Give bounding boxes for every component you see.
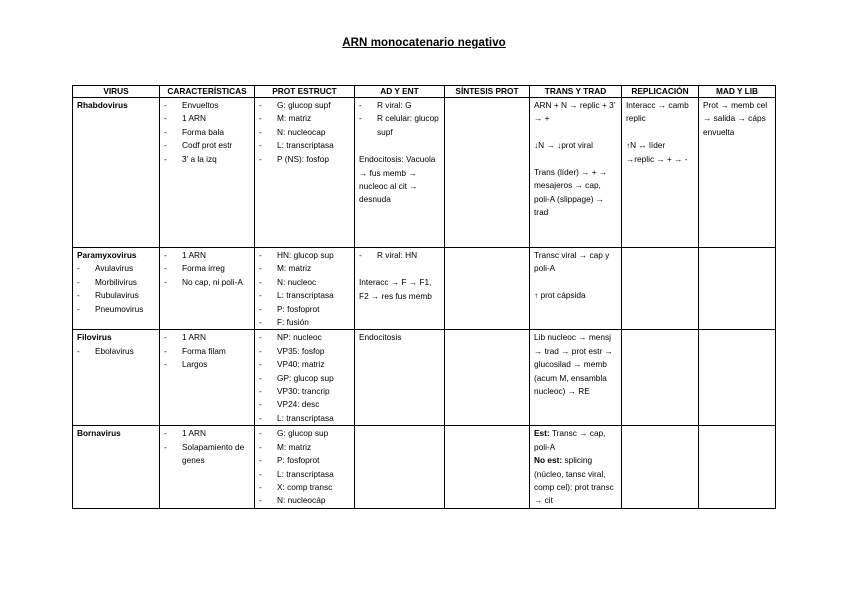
list-item: - N: nucleoc — [259, 276, 352, 289]
replic-cell — [622, 98, 699, 248]
mad-cell — [699, 426, 776, 508]
caract-cell — [160, 248, 255, 330]
ad-cell — [355, 426, 445, 508]
mad-cell — [699, 330, 776, 426]
sintesis-text — [445, 98, 529, 99]
header-virus: VIRUS — [73, 86, 160, 98]
subtype-item: - Morbilivirus — [77, 276, 157, 289]
list-item: - 1 ARN — [164, 427, 252, 440]
caract-cell — [160, 98, 255, 248]
virus-cell — [73, 426, 160, 508]
list-item: - Forma irreg — [164, 262, 252, 275]
list-item: - 1 ARN — [164, 249, 252, 262]
header-trans-y-trad: TRANS Y TRAD — [530, 86, 622, 98]
sintesis-text — [445, 426, 529, 427]
list-item: - Envueltos — [164, 99, 252, 112]
prot-cell — [255, 330, 355, 426]
table-row — [73, 248, 776, 330]
list-item: - R viral: G — [359, 99, 442, 112]
prot-cell — [255, 248, 355, 330]
virus-name: Paramyxovirus — [77, 250, 137, 260]
mad-text — [699, 330, 775, 331]
header-sintesis-prot: SÍNTESIS PROT — [445, 86, 530, 98]
sintesis-cell — [445, 330, 530, 426]
document-title: ARN monocatenario negativo — [342, 37, 506, 49]
table-row — [73, 330, 776, 426]
ad-text: Endocitosis — [359, 332, 402, 343]
ad-cell — [355, 248, 445, 330]
virus-name: Bornavirus — [77, 428, 121, 439]
trans-cell — [530, 426, 622, 508]
header-ad-y-ent: AD Y ENT — [355, 86, 445, 98]
replic-text: Interacc → camb replic ↑N ↔ líder →replic → + → - — [626, 100, 689, 164]
replic-text — [622, 426, 698, 427]
list-item: - Solapamiento de genes — [164, 441, 252, 468]
list-item: - VP35: fosfop — [259, 345, 352, 358]
list-item: - N: nucleocáp — [259, 494, 352, 507]
sintesis-text — [445, 248, 529, 249]
list-item: - L: transcriptasa — [259, 289, 352, 302]
mad-text: Prot → memb cel → salida → cáps envuelta — [703, 100, 768, 137]
header-row — [73, 86, 776, 98]
list-item: - F: fusión — [259, 316, 352, 329]
list-item: - M: matriz — [259, 112, 352, 125]
header-mad-y-lib: MAD Y LIB — [699, 86, 776, 98]
subtype-item: - Rubulavirus — [77, 289, 157, 302]
virus-cell — [73, 98, 160, 248]
virus-cell — [73, 330, 160, 426]
mad-cell — [699, 98, 776, 248]
mad-cell — [699, 248, 776, 330]
table-row — [73, 98, 776, 248]
ad-text — [355, 426, 444, 427]
list-item: - 1 ARN — [164, 112, 252, 125]
trans-est-text: Transc → cap, poli-A — [534, 428, 606, 452]
trans-cell — [530, 248, 622, 330]
trans-text — [530, 426, 621, 507]
list-item: - P (NS): fosfop — [259, 153, 352, 166]
trans-cell — [530, 98, 622, 248]
list-item: - L: transcriptasa — [259, 412, 352, 425]
ad-text: Endocitosis: Vacuola → fus memb → nucleoc al cit → desnuda — [359, 154, 436, 205]
list-item: - M: matriz — [259, 262, 352, 275]
table-row — [73, 426, 776, 508]
list-item: - R viral: HN — [359, 249, 442, 262]
list-item: - No cap, ni poli-A — [164, 276, 252, 289]
trans-cell — [530, 330, 622, 426]
header-replicacion: REPLICACIÓN — [622, 86, 699, 98]
list-item: - N: nucleocap — [259, 126, 352, 139]
list-item: - HN: glucop sup — [259, 249, 352, 262]
list-item: - NP: nucleoc — [259, 331, 352, 344]
replic-text — [622, 330, 698, 331]
sintesis-text — [445, 330, 529, 331]
list-item: - P: fosfoprot — [259, 454, 352, 467]
ad-cell — [355, 330, 445, 426]
trans-est-label: Est: — [534, 428, 550, 439]
subtype-item: - Ebolavirus — [77, 345, 157, 358]
list-item: - R celular: glucop supf — [359, 112, 442, 139]
list-item: - G: glucop sup — [259, 427, 352, 440]
header-prot-estruct: PROT ESTRUCT — [255, 86, 355, 98]
caract-cell — [160, 426, 255, 508]
caract-cell — [160, 330, 255, 426]
list-item: - M: matriz — [259, 441, 352, 454]
sintesis-cell — [445, 248, 530, 330]
list-item: - P: fosfoprot — [259, 303, 352, 316]
replic-text — [622, 248, 698, 249]
list-item: - VP40: matriz — [259, 358, 352, 371]
trans-noest-label: No est: — [534, 455, 563, 466]
replic-cell — [622, 426, 699, 508]
trans-text: ARN + N → replic + 3’ → + ↓N → ↓prot viral Trans (líder) → + → mesajeros → cap, poli-A (slippage) → trad — [534, 100, 616, 218]
list-item: - X: comp transc — [259, 481, 352, 494]
list-item: - 1 ARN — [164, 331, 252, 344]
list-item: - G: glucop supf — [259, 99, 352, 112]
prot-cell — [255, 98, 355, 248]
virus-name: Filovirus — [77, 332, 112, 343]
trans-text: Transc viral → cap y poli-A ↑ prot cápsida — [534, 250, 610, 301]
list-item: - Largos — [164, 358, 252, 371]
trans-noest-text: splicing (núcleo, tansc viral, comp cel): prot transc → cit — [534, 455, 614, 506]
subtype-item: - Avulavirus — [77, 262, 157, 275]
list-item: - Forma filam — [164, 345, 252, 358]
list-item: - GP: glucop sup — [259, 372, 352, 385]
trans-text: Lib nucleoc → mensj → trad → prot estr → glucosilad → memb (acum M, ensambla nucleoc) → RE — [534, 332, 613, 397]
ad-cell — [355, 98, 445, 248]
mad-text — [699, 426, 775, 427]
virus-table — [72, 85, 776, 509]
list-item: - Forma bala — [164, 126, 252, 139]
prot-cell — [255, 426, 355, 508]
virus-cell — [73, 248, 160, 330]
replic-cell — [622, 248, 699, 330]
sintesis-cell — [445, 98, 530, 248]
list-item: - 3’ a la izq — [164, 153, 252, 166]
list-item: - VP24: desc — [259, 398, 352, 411]
list-item: - Codf prot estr — [164, 139, 252, 152]
subtype-item: - Pneumovirus — [77, 303, 157, 316]
mad-text — [699, 248, 775, 249]
list-item: - L: transcriptasa — [259, 139, 352, 152]
replic-cell — [622, 330, 699, 426]
header-caracteristicas: CARACTERÍSTICAS — [160, 86, 255, 98]
ad-text: Interacc → F → F1, F2 → res fus memb — [359, 277, 432, 301]
sintesis-cell — [445, 426, 530, 508]
list-item: - L: transcriptasa — [259, 468, 352, 481]
virus-name: Rhabdovirus — [77, 100, 128, 110]
list-item: - VP30: trancrip — [259, 385, 352, 398]
